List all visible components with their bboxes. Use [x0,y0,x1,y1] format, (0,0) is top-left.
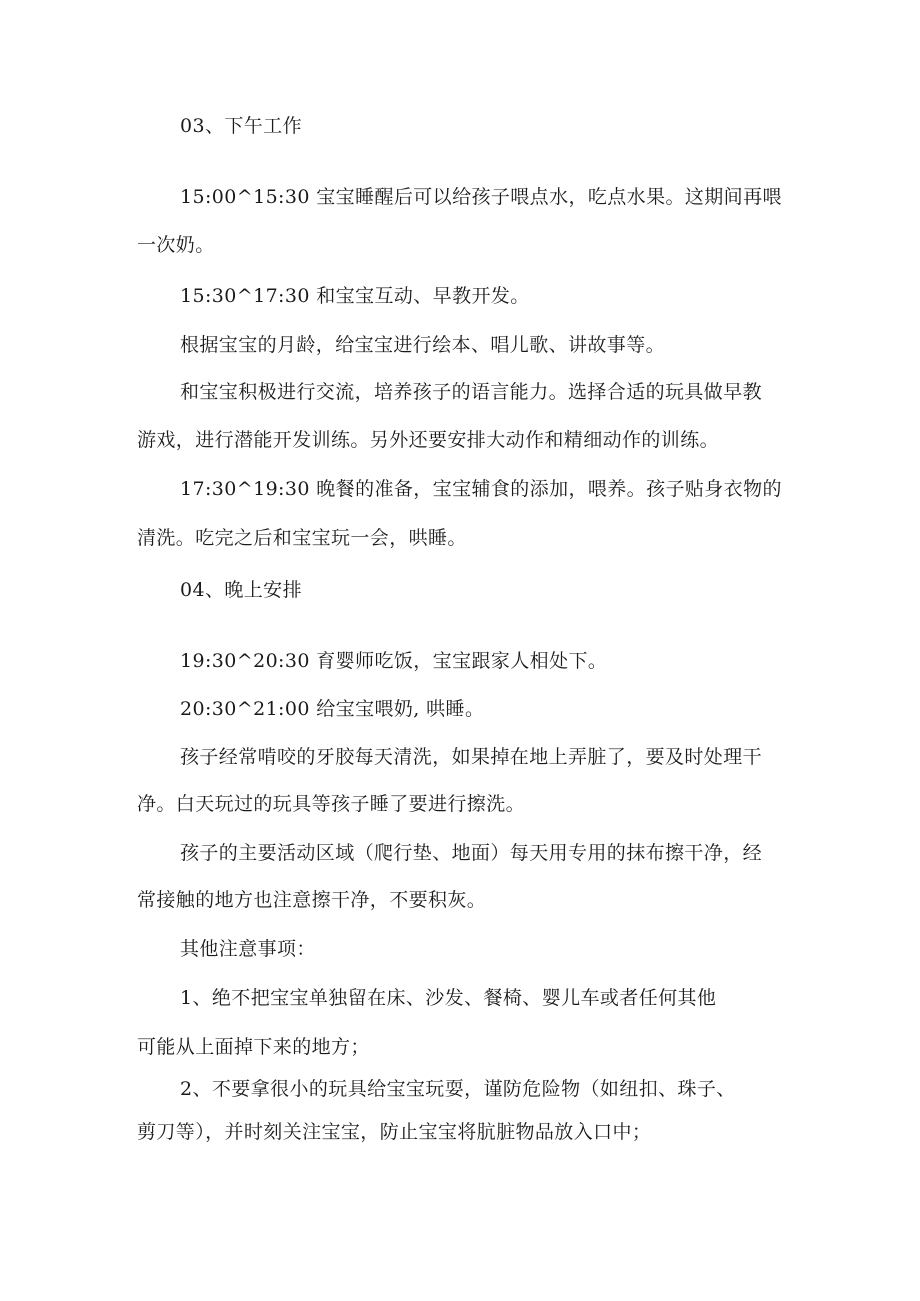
paragraph-line: 孩子的主要活动区域（爬行垫、地面）每天用专用的抹布擦干净，经 [180,842,763,864]
paragraph-line: 15:00^15:30 宝宝睡醒后可以给孩子喂点水，吃点水果。这期间再喂 [180,186,782,208]
notes-heading: 其他注意事项： [180,938,316,960]
paragraph-line: 19:30^20:30 育婴师吃饭，宝宝跟家人相处下。 [180,650,608,672]
paragraph-line: 净。白天玩过的玩具等孩子睡了要进行擦洗。 [137,793,526,815]
paragraph-line: 清洗。吃完之后和宝宝玩一会，哄睡。 [137,527,467,549]
paragraph-line: 15:30^17:30 和宝宝互动、早教开发。 [180,285,530,307]
paragraph-line: 和宝宝积极进行交流，培养孩子的语言能力。选择合适的玩具做早教 [180,381,763,403]
list-item-continuation: 剪刀等），并时刻关注宝宝，防止宝宝将肮脏物品放入口中； [137,1121,652,1143]
paragraph-line: 17:30^19:30 晚餐的准备，宝宝辅食的添加，喂养。孩子贴身衣物的 [180,478,782,500]
list-item-continuation: 可能从上面掉下来的地方； [137,1036,370,1058]
section-heading-afternoon: 03、下午工作 [180,115,302,137]
paragraph-line: 20:30^21:00 给宝宝喂奶, 哄睡。 [180,698,485,720]
paragraph-line: 常接触的地方也注意擦干净，不要积灰。 [137,889,487,911]
list-item: 1、绝不把宝宝单独留在床、沙发、餐椅、婴儿车或者任何其他 [180,987,717,1009]
list-item: 2、不要拿很小的玩具给宝宝玩耍，谨防危险物（如纽扣、珠子、 [180,1078,736,1100]
section-heading-evening: 04、晚上安排 [180,579,302,601]
paragraph-line: 根据宝宝的月龄，给宝宝进行绘本、唱儿歌、讲故事等。 [180,334,666,356]
paragraph-line: 一次奶。 [137,234,215,256]
paragraph-line: 孩子经常啃咬的牙胶每天清洗，如果掉在地上弄脏了，要及时处理干 [180,746,763,768]
paragraph-line: 游戏，进行潜能开发训练。另外还要安排大动作和精细动作的训练。 [137,429,720,451]
